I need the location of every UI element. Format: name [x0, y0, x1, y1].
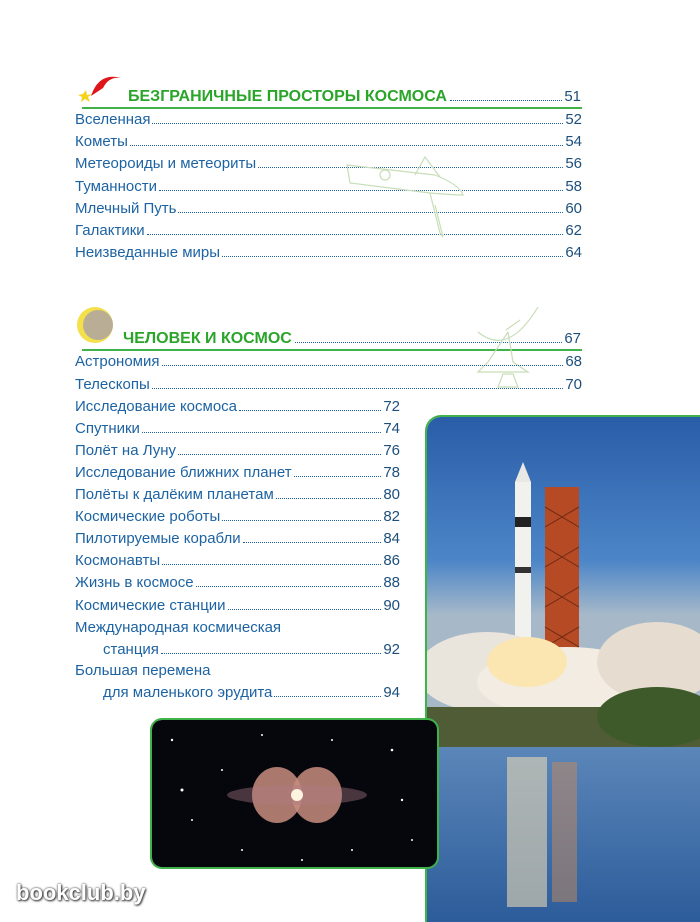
- toc-entry-page: 76: [383, 442, 400, 459]
- toc-entry[interactable]: [75, 177, 582, 197]
- toc-entry-page: 54: [565, 133, 582, 151]
- toc-entry-title: Космические станции: [75, 597, 226, 614]
- section-1-rule: [82, 107, 582, 109]
- toc-entry[interactable]: [75, 419, 400, 439]
- toc-entry[interactable]: [75, 375, 582, 395]
- toc-entry-title: Кометы: [75, 133, 128, 151]
- toc-entry-page: 80: [383, 486, 400, 503]
- toc-entry-page: 72: [383, 398, 400, 415]
- leader-dots: [274, 696, 381, 697]
- toc-entry-title: Туманности: [75, 177, 157, 195]
- toc-entry[interactable]: [75, 661, 400, 681]
- toc-entry-page: 60: [565, 199, 582, 217]
- toc-entry[interactable]: [75, 154, 582, 174]
- toc-entry[interactable]: [103, 683, 400, 703]
- leader-dots: [239, 410, 381, 411]
- leader-dots: [228, 609, 382, 610]
- toc-entry-title: Большая перемена: [75, 662, 211, 679]
- toc-entry-title: Вселенная: [75, 111, 151, 128]
- toc-entry-page: 68: [565, 353, 582, 370]
- leader-dots: [162, 365, 564, 366]
- toc-entry-page: 56: [565, 155, 582, 173]
- toc-entry-title: Исследование ближних планет: [75, 464, 292, 481]
- rocket-sketch-icon: [345, 155, 475, 245]
- toc-entry[interactable]: [75, 551, 400, 571]
- leader-dots: [222, 256, 563, 257]
- toc-entry[interactable]: [75, 463, 400, 483]
- toc-entry-title: Метеороиды и метеориты: [75, 155, 257, 173]
- leader-dots: [196, 586, 382, 587]
- section-2-page: 67: [564, 330, 581, 347]
- toc-entry-title: Жизнь в космосе: [75, 574, 194, 591]
- toc-entry[interactable]: [75, 243, 582, 263]
- leader-dots: [130, 145, 563, 146]
- toc-entry[interactable]: [75, 596, 400, 616]
- leader-dots: [152, 388, 564, 389]
- toc-entry[interactable]: [75, 199, 582, 219]
- toc-entry-page: 86: [383, 552, 400, 569]
- toc-entry-page: 78: [383, 464, 400, 481]
- toc-entry[interactable]: [103, 640, 400, 660]
- toc-entry-title: Спутники: [75, 420, 140, 437]
- toc-entry-title: Полёты к далёким планетам: [75, 486, 274, 503]
- toc-entry-title: Неизведанные миры: [75, 244, 221, 262]
- comet-icon: [73, 66, 123, 106]
- toc-entry-page: 84: [383, 530, 400, 547]
- leader-dots: [162, 564, 381, 565]
- toc-entry-page: 94: [383, 684, 400, 701]
- leader-dots: [276, 498, 382, 499]
- toc-entry-title: Галактики: [75, 222, 145, 239]
- toc-entry-page: 82: [383, 508, 400, 525]
- leader-dots: [178, 454, 381, 455]
- leader-dots: [161, 653, 381, 654]
- moon-icon: [75, 305, 115, 345]
- toc-entry-title: Астрономия: [75, 353, 160, 370]
- nebula-photo: [150, 718, 439, 869]
- toc-entry[interactable]: [75, 441, 400, 461]
- toc-entry-page: 88: [383, 574, 400, 591]
- section-2-title: ЧЕЛОВЕК И КОСМОС: [123, 330, 292, 347]
- toc-entry-title: Млечный Путь: [75, 199, 177, 217]
- leader-dots: [142, 432, 381, 433]
- toc-entry[interactable]: [75, 397, 400, 417]
- toc-entry-title: Полёт на Луну: [75, 442, 177, 459]
- toc-entry[interactable]: [75, 221, 582, 241]
- toc-entry[interactable]: [75, 573, 400, 593]
- toc-entry-title: Космонавты: [75, 552, 161, 569]
- watermark: bookclub.by: [16, 880, 146, 905]
- toc-entry-title: станция: [103, 641, 159, 658]
- toc-entry-title: Пилотируемые корабли: [75, 530, 241, 547]
- section-1-title: БЕЗГРАНИЧНЫЕ ПРОСТОРЫ КОСМОСА: [128, 88, 447, 105]
- toc-entry[interactable]: [75, 529, 400, 549]
- toc-entry-title: Космические роботы: [75, 508, 221, 525]
- toc-entry-page: 62: [565, 222, 582, 239]
- section-1-heading[interactable]: [128, 88, 581, 106]
- toc-entry-page: 92: [383, 641, 400, 658]
- leader-dots: [243, 542, 382, 543]
- toc-entry-title: Исследование космоса: [75, 398, 238, 415]
- leader-dots: [152, 123, 563, 124]
- leader-dots: [294, 476, 382, 477]
- rocket-launch-photo: [425, 415, 700, 922]
- toc-entry-page: 90: [383, 597, 400, 614]
- toc-entry[interactable]: [75, 485, 400, 505]
- toc-entry[interactable]: [75, 132, 582, 152]
- toc-entry-page: 64: [565, 244, 582, 262]
- toc-entry-page: 70: [565, 376, 582, 393]
- leader-dots: [450, 100, 562, 101]
- toc-entry[interactable]: [75, 618, 400, 638]
- toc-entry-page: 74: [383, 420, 400, 437]
- toc-entry[interactable]: [75, 110, 582, 130]
- toc-entry[interactable]: [75, 352, 582, 372]
- leader-dots: [222, 520, 381, 521]
- toc-entry-title: Международная космическая: [75, 619, 282, 636]
- toc-entry[interactable]: [75, 507, 400, 527]
- section-1-page: 51: [564, 88, 581, 105]
- toc-entry-page: 52: [565, 111, 582, 128]
- toc-entry-page: 58: [565, 177, 582, 195]
- toc-entry-title: для маленького эрудита: [103, 684, 273, 701]
- toc-entry-title: Телескопы: [75, 376, 150, 393]
